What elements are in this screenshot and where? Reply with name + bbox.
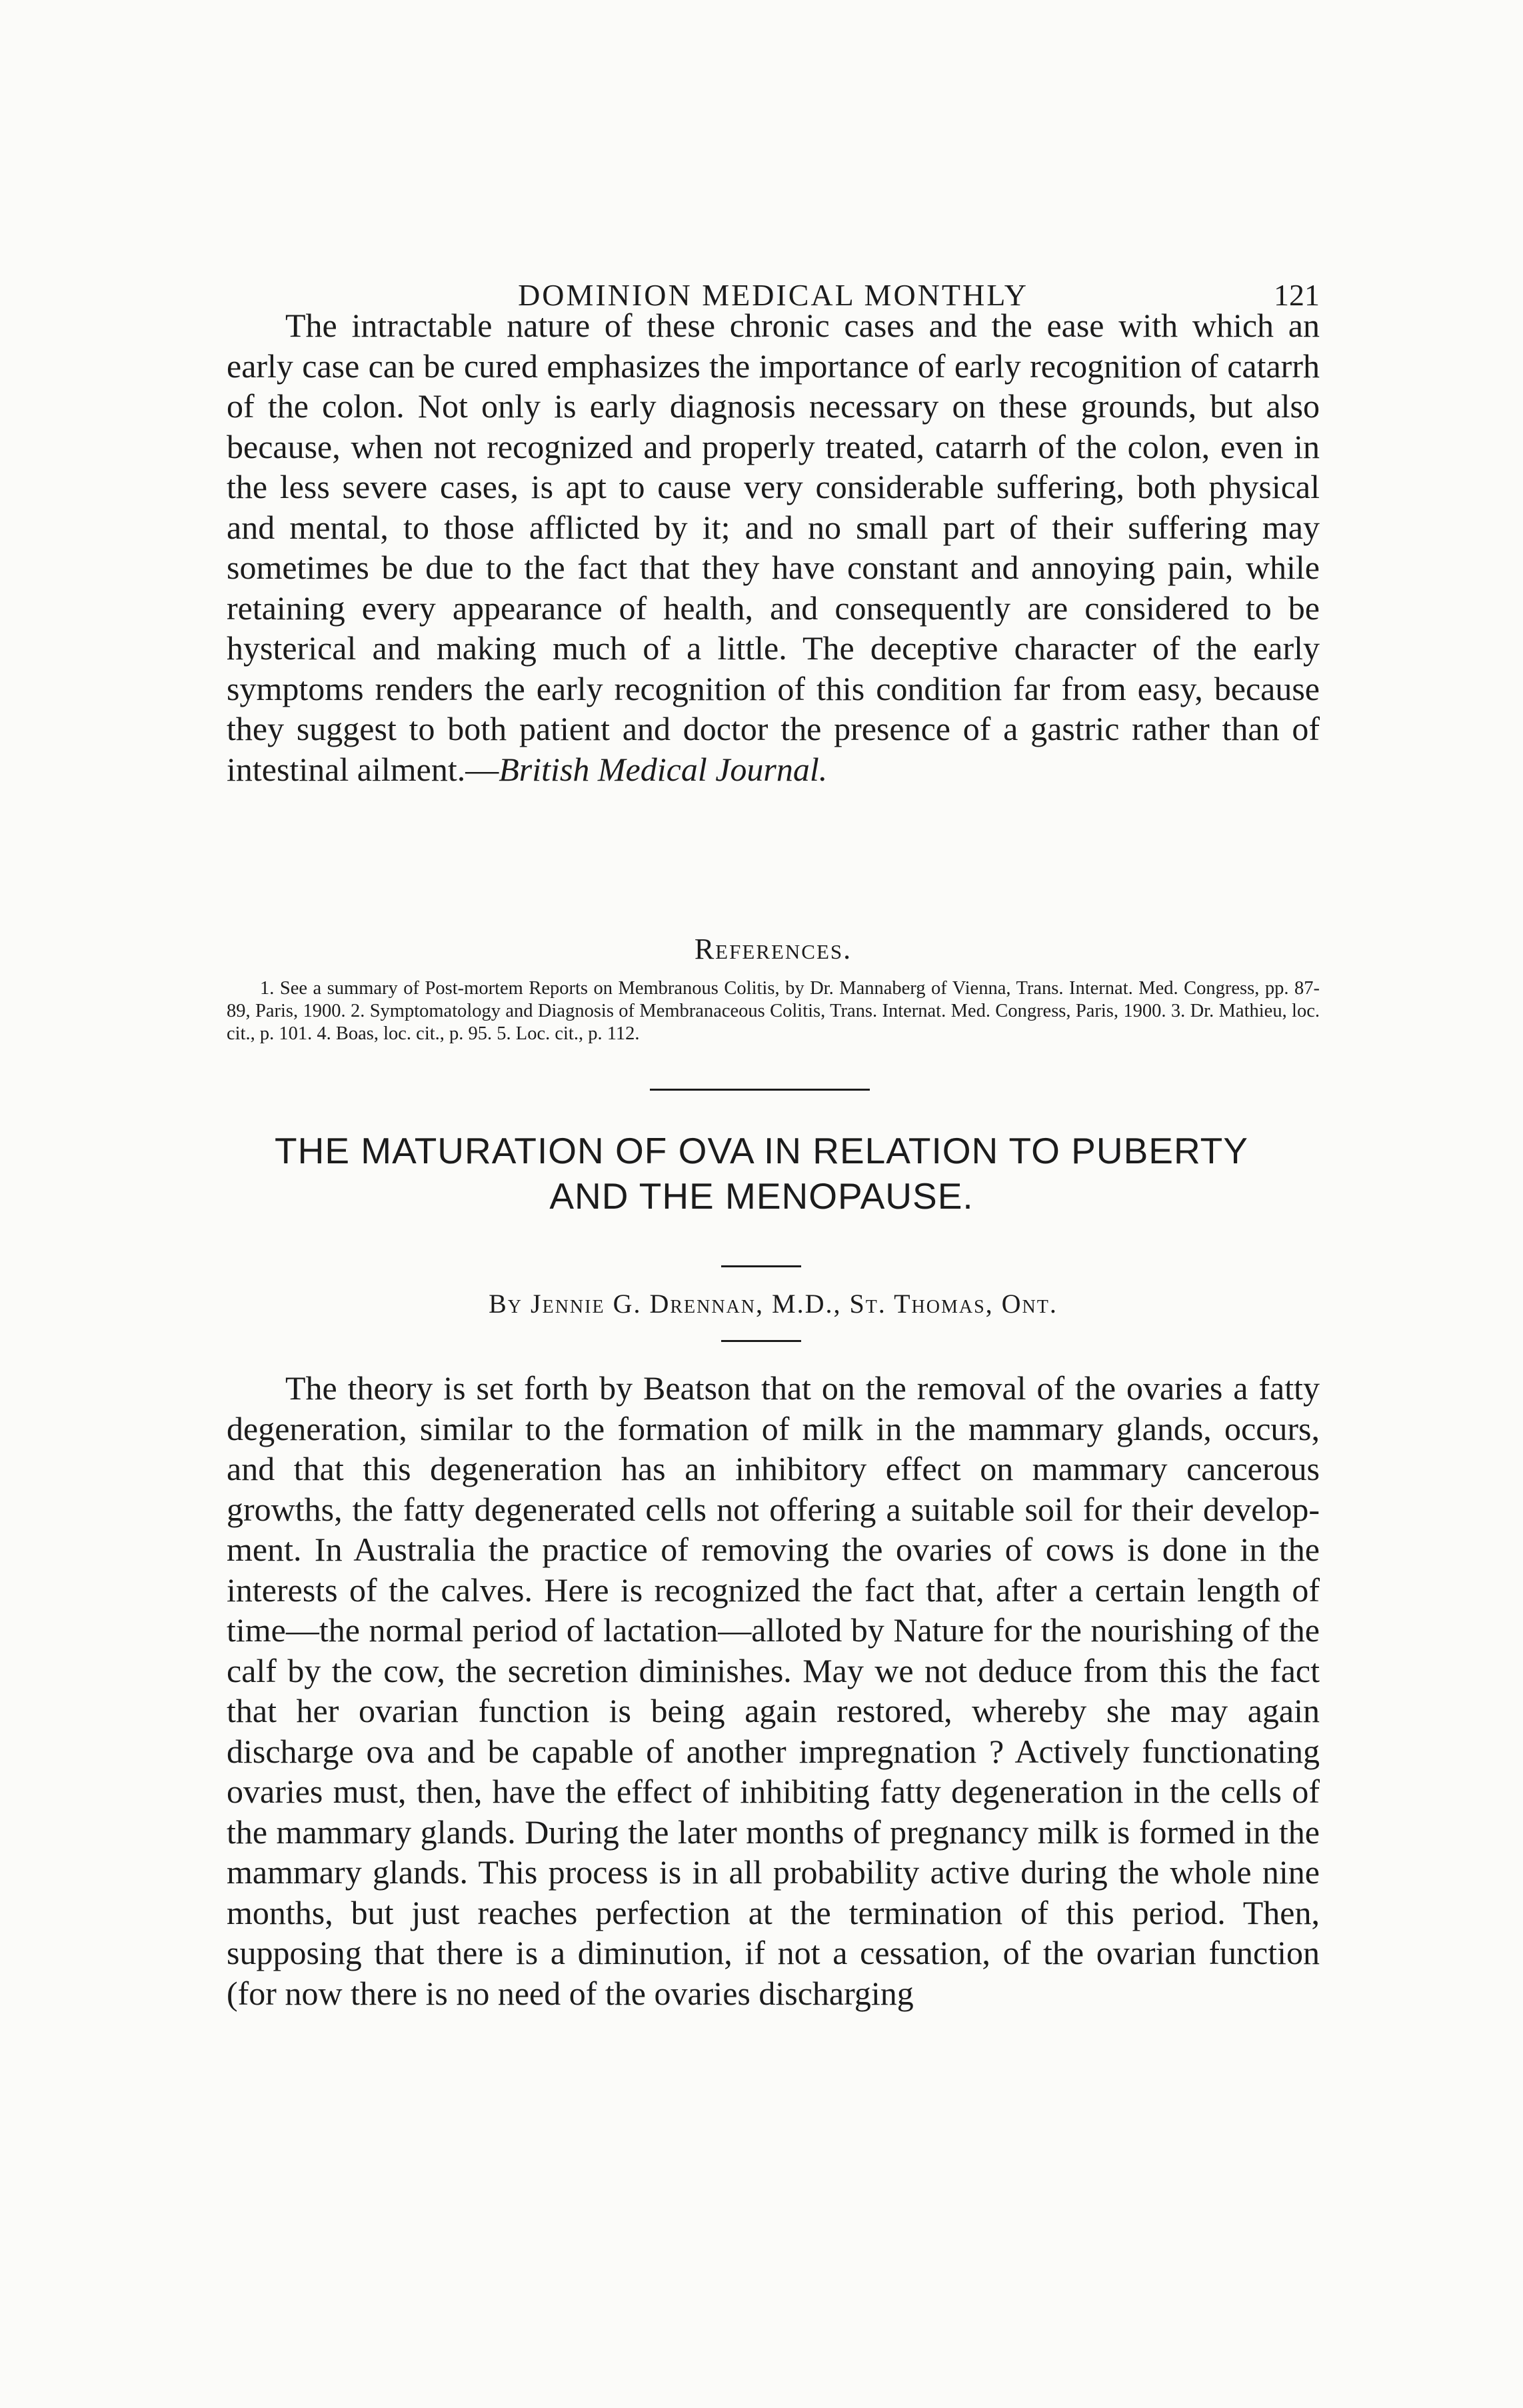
- page-number: 121: [1274, 278, 1320, 312]
- byline-divider-rule: [721, 1340, 801, 1342]
- article-body-block: [227, 1368, 1320, 2013]
- article-title-line-2: AND THE MENOPAUSE.: [549, 1175, 974, 1217]
- article-body-paragraph: The theory is set forth by Beatson that on the removal of the ovaries a fatty degeneration, similar to the formation of milk in the mammary glands, occurs, and that this degeneration has an inhibitory effect on mammary cancerous growths, the fatty degenerated cells not offering a suitable soil for their development. In Australia the practice of removing the ovaries of cows is done in the interests of the calves. Here is recognized the fact that, after a certain length of time—the normal period of lactation—alloted by Nature for the nourishing of the calf by the cow, the secretion diminishes. May we not deduce from this the fact that her ovarian function is being again restored, whereby she may again discharge ova and be capable of another impregnation ? Actively functionating ovaries must, then, have the effect of inhibiting fatty degeneration in the cells of the mammary glands. During the later months of pregnancy milk is formed in the mammary glands. This process is in all probability active during the whole nine months, but just reaches perfection at the termination of this period. Then, supposing that there is a diminution, if not a cessation, of the ovarian function (for now there is no need of the ovaries discharging: [227, 1369, 1320, 2012]
- running-title: DOMINION MEDICAL MONTHLY: [518, 278, 1028, 312]
- article-title: [187, 1128, 1336, 1219]
- first-paragraph-text: The intractable nature of these chronic cases and the ease with which an early case can be cured emphasizes the importance of early recognition of catarrh of the colon. Not only is early diagnosis necessary on these grounds, but also because, when not recognized and properly treated, catarrh of the colon, even in the less severe cases, is apt to cause very considerable suffering, both physical and mental, to those afflicted by it; and no small part of their suffering may sometimes be due to the fact that they have constant and annoying pain, while retaining every appearance of health, and consequently are considered to be hysterical and making much of a little. The deceptive character of the early symptoms renders the early recognition of this condition far from easy, because they suggest to both patient and doctor the presence of a gastric rather than of intestinal ailment.—: [227, 307, 1320, 788]
- references-text: 1. See a summary of Post-mortem Reports on Membranous Colitis, by Dr. Mannaberg of Vienna, Trans. Internat. Med. Congress, pp. 87-89, Paris, 1900. 2. Symptomatology and Diagnosis of Membranaceous Colitis, Trans. Internat. Med. Congress, Paris, 1900. 3. Dr. Mathieu, loc. cit., p. 101. 4. Boas, loc. cit., p. 95. 5. Loc. cit., p. 112.: [227, 978, 1320, 1044]
- references-heading: References.: [694, 933, 852, 965]
- first-paragraph: [227, 305, 1320, 789]
- article-title-line-1: THE MATURATION OF OVA IN RELATION TO PUBERTY: [275, 1130, 1248, 1171]
- first-paragraph-attribution: British Medical Journal.: [499, 750, 828, 788]
- section-divider-rule: [650, 1089, 870, 1091]
- byline: By Jennie G. Drennan, M.D., St. Thomas, Ont.: [489, 1289, 1058, 1319]
- title-divider-rule: [721, 1265, 801, 1267]
- first-paragraph-block: [227, 305, 1320, 789]
